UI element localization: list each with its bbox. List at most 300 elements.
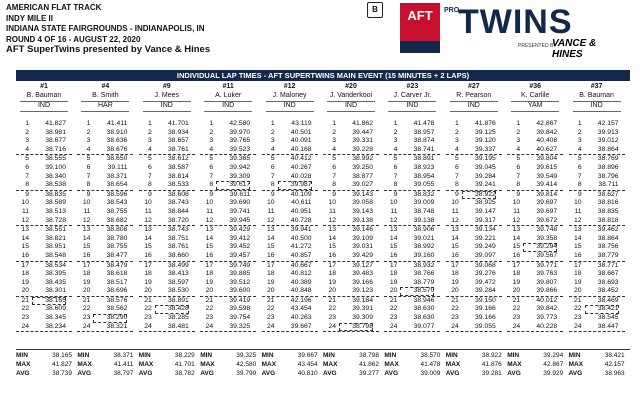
lap-number: 5 [577, 155, 582, 163]
lap-row [77, 191, 133, 200]
lap-row [507, 235, 563, 244]
lap-row [262, 217, 318, 227]
lap-row [507, 199, 563, 208]
lap-time: 39.549 [536, 172, 558, 180]
lap-time: 40.812 [290, 270, 312, 278]
lap-time: 38.844 [168, 207, 189, 215]
lap-row [569, 287, 625, 297]
lap-time: 39.667 [290, 322, 312, 330]
lap-time: 38.345 [45, 314, 66, 322]
stat-max [507, 360, 563, 369]
lap-row [507, 129, 563, 138]
lap-time: 38.371 [106, 172, 128, 180]
lap-row [16, 181, 72, 191]
lap-row [139, 137, 195, 146]
lap-time: 39.697 [536, 207, 558, 215]
lap-number: 4 [393, 145, 398, 153]
lap-number: 10 [205, 199, 214, 207]
lap-number: 21 [574, 296, 582, 304]
lap-row [384, 287, 440, 297]
stat-label: MIN [16, 352, 28, 359]
lap-time: 38.682 [106, 216, 128, 224]
lap-time: 39.447 [352, 128, 373, 136]
rider-number: #27 [467, 83, 480, 90]
lap-time: 39.600 [229, 287, 251, 295]
lap-time: 38.608 [168, 190, 189, 198]
rider-lap-column [262, 120, 318, 332]
lap-time: 39.134 [475, 226, 496, 234]
lap-time: 39.325 [229, 322, 251, 330]
rider-lap-column [569, 120, 625, 332]
lap-number: 3 [270, 137, 275, 145]
lap-row [446, 262, 502, 271]
stat-value: 38.797 [113, 370, 134, 377]
rider-header [323, 83, 379, 112]
stat-value: 41.701 [174, 361, 195, 368]
lap-row [77, 305, 133, 314]
lap-time: 38.551 [45, 226, 66, 234]
rider-number: #4 [101, 83, 110, 90]
lap-number: 16 [328, 251, 336, 259]
lap-time: 38.570 [400, 287, 434, 296]
rider-header [139, 83, 195, 112]
lap-row [323, 252, 379, 262]
lap-time: 39.414 [536, 181, 558, 189]
lap-time: 39.987 [278, 181, 312, 190]
lap-number: 12 [144, 216, 152, 224]
lap-row [569, 164, 625, 173]
lap-time: 39.391 [352, 305, 373, 313]
lap-row [77, 243, 133, 252]
lap-row [16, 191, 72, 200]
lap-number: 8 [577, 181, 582, 189]
stat-label: AVG [138, 370, 153, 377]
lap-time: 39.100 [45, 163, 66, 171]
lap-number: 23 [574, 314, 582, 322]
stat-label: MAX [16, 361, 31, 368]
lap-row [446, 243, 502, 252]
lap-time: 38.285 [168, 314, 189, 322]
lap-row [569, 173, 625, 182]
lap-number: 23 [328, 314, 336, 322]
lap-time: 38.992 [352, 155, 373, 163]
lap-row [446, 235, 502, 244]
rider-stats [507, 351, 563, 378]
lap-time: 38.925 [475, 199, 496, 207]
lap-number: 22 [574, 305, 582, 313]
lap-row [16, 199, 72, 208]
lap-time: 39.143 [352, 190, 373, 198]
lap-time: 39.773 [536, 314, 558, 322]
lap-row [139, 252, 195, 262]
lap-number: 5 [332, 155, 336, 163]
lap-time: 38.234 [45, 322, 66, 330]
lap-row [139, 323, 195, 333]
rider-name: B. Smith [92, 91, 119, 99]
rider-name: J. Carver Jr. [393, 91, 432, 99]
lap-row [569, 323, 625, 333]
lap-row [507, 191, 563, 200]
lap-time: 40.501 [290, 128, 312, 136]
lap-time: 39.913 [597, 128, 619, 136]
lap-row [139, 129, 195, 138]
lap-number: 6 [455, 163, 459, 171]
lap-number: 19 [328, 278, 336, 286]
rider-team: IND [573, 101, 621, 112]
rider-header [200, 83, 256, 112]
lap-row [323, 208, 379, 217]
lap-row [323, 297, 379, 306]
lap-row [384, 199, 440, 208]
lap-time: 38.530 [168, 287, 189, 295]
lap-time: 38.636 [106, 137, 128, 145]
lap-time: 40.500 [290, 234, 312, 242]
lap-number: 20 [574, 287, 582, 295]
lap-time: 39.077 [413, 322, 435, 330]
lap-row [323, 217, 379, 227]
lap-row [446, 226, 502, 235]
lap-row [446, 191, 502, 200]
lap-row [507, 155, 563, 164]
stat-value: 41.411 [113, 361, 134, 368]
stat-label: MIN [323, 352, 335, 359]
lap-row [446, 314, 502, 323]
lap-row [262, 252, 318, 262]
lap-row [323, 262, 379, 271]
stat-value: 38.922 [481, 352, 502, 359]
lap-row [77, 137, 133, 146]
lap-row [569, 129, 625, 138]
lap-time: 38.818 [597, 216, 619, 224]
lap-row [200, 297, 256, 306]
lap-row [77, 146, 133, 156]
lap-row [569, 120, 625, 129]
lap-row [16, 137, 72, 146]
lap-time: 38.891 [413, 155, 435, 163]
lap-time: 38.864 [597, 145, 619, 153]
lap-number: 4 [516, 145, 521, 153]
lap-time: 40.267 [290, 163, 312, 171]
lap-row [16, 173, 72, 182]
lap-row [323, 137, 379, 146]
lap-time: 38.538 [45, 181, 66, 189]
lap-row [323, 199, 379, 208]
lap-row [16, 146, 72, 156]
lap-time: 38.654 [106, 181, 128, 189]
lap-row [77, 120, 133, 129]
rider-lap-column [446, 120, 502, 332]
lap-row [323, 129, 379, 138]
lap-row [507, 208, 563, 217]
lap-time: 38.499 [168, 261, 189, 269]
lap-time: 39.309 [352, 314, 373, 322]
lap-row [323, 243, 379, 252]
stat-min [200, 351, 256, 360]
lap-time: 41.701 [168, 120, 189, 127]
lap-row [507, 137, 563, 146]
lap-time: 39.166 [352, 278, 373, 286]
lap-time: 39.771 [536, 261, 558, 269]
lap-time: 39.452 [229, 243, 251, 251]
lap-row [16, 262, 72, 271]
rider-lap-column [77, 120, 133, 332]
aft-logo-base [400, 41, 440, 53]
lap-time: 38.513 [45, 207, 66, 215]
lap-time: 39.317 [475, 216, 496, 224]
lap-number: 22 [144, 305, 152, 313]
rider-stats [323, 351, 379, 378]
lap-number: 2 [455, 128, 459, 136]
lap-time: 38.761 [168, 243, 189, 251]
lap-time: 38.452 [597, 287, 619, 295]
lap-number: 2 [148, 128, 152, 136]
lap-time: 39.804 [536, 155, 558, 163]
lap-time: 39.754 [229, 314, 251, 322]
lap-row [77, 323, 133, 333]
lap-number: 3 [209, 137, 214, 145]
lap-row [384, 305, 440, 314]
lap-time: 39.241 [475, 181, 496, 189]
lap-number: 16 [451, 251, 459, 259]
lap-row [16, 217, 72, 227]
lap-time: 38.923 [413, 163, 435, 171]
lap-time: 40.667 [290, 261, 312, 269]
stat-value: 38.782 [174, 370, 195, 377]
lap-row [16, 208, 72, 217]
lap-number: 15 [144, 243, 152, 251]
lap-row [384, 120, 440, 129]
rider-header [507, 83, 563, 112]
rider-number: #11 [222, 83, 234, 90]
rider-name: J. Vanderkooi [329, 91, 373, 99]
lap-row [77, 155, 133, 164]
lap-number: 19 [451, 278, 459, 286]
lap-time: 38.618 [106, 270, 128, 278]
lap-number: 7 [270, 172, 275, 180]
lap-number: 3 [577, 137, 582, 145]
lap-time: 39.294 [523, 243, 557, 252]
rider-stats [139, 351, 195, 378]
lap-number: 9 [393, 190, 398, 198]
lap-time: 38.421 [585, 305, 619, 314]
lap-time: 39.146 [352, 226, 373, 234]
lap-number: 8 [148, 181, 152, 189]
lap-time: 39.483 [352, 270, 373, 278]
lap-time: 39.672 [536, 216, 558, 224]
lap-row [200, 191, 256, 200]
lap-time: 40.611 [291, 199, 312, 207]
rider-team: YAM [511, 101, 559, 112]
stat-min [77, 351, 133, 360]
lap-number: 17 [389, 261, 398, 269]
lap-time: 39.842 [536, 128, 558, 136]
lap-number: 2 [270, 128, 275, 136]
rider-number: #36 [529, 83, 542, 90]
lap-number: 8 [516, 181, 521, 189]
lap-time: 39.749 [229, 261, 251, 269]
lap-time: 39.068 [475, 261, 496, 269]
stat-label: MAX [445, 361, 461, 368]
lap-time: 38.562 [106, 305, 128, 313]
lap-number: 2 [209, 128, 214, 136]
lap-number: 4 [209, 145, 214, 153]
lap-number: 23 [21, 314, 29, 322]
lap-time: 38.798 [339, 323, 373, 332]
lap-time: 38.877 [352, 172, 373, 180]
lap-row [262, 226, 318, 235]
stat-value: 39.009 [420, 370, 441, 377]
lap-number: 21 [205, 296, 214, 304]
lap-time: 39.138 [352, 216, 373, 224]
lap-time: 38.596 [106, 190, 128, 198]
stat-value: 43.454 [297, 361, 318, 368]
lap-number: 18 [144, 270, 152, 278]
lap-number: 1 [332, 120, 336, 127]
lap-number: 12 [389, 216, 398, 224]
lap-time: 41.478 [413, 120, 435, 127]
lap-number: 16 [21, 251, 29, 259]
lap-number: 12 [82, 216, 91, 224]
lap-number: 14 [574, 234, 582, 242]
lap-number: 16 [144, 251, 152, 259]
lap-number: 24 [144, 322, 152, 330]
lap-row [139, 164, 195, 173]
lap-row [200, 208, 256, 217]
rider-lap-column [323, 120, 379, 332]
lap-row [200, 181, 256, 191]
lap-number: 13 [328, 226, 336, 234]
lap-row [446, 287, 502, 297]
lap-number: 6 [516, 163, 521, 171]
lap-row [446, 279, 502, 288]
lap-number: 7 [86, 172, 91, 180]
lap-time: 40.263 [290, 314, 312, 322]
lap-row [16, 323, 72, 333]
stat-label: AVG [77, 370, 91, 377]
stat-avg [323, 369, 379, 378]
rider-name: J. Maloney [272, 91, 307, 99]
lap-number: 6 [148, 163, 152, 171]
rider-team: IND [388, 101, 436, 112]
lap-row [507, 217, 563, 227]
lap-number: 10 [82, 199, 91, 207]
lap-number: 7 [148, 172, 152, 180]
lap-row [323, 314, 379, 323]
class-name: AFT SuperTwins presented by Vance & Hines [6, 44, 211, 55]
series-name: AMERICAN FLAT TRACK [6, 3, 102, 12]
stat-label: AVG [323, 370, 337, 377]
lap-time: 38.469 [597, 296, 619, 304]
lap-time: 38.751 [168, 234, 189, 242]
lap-number: 11 [83, 207, 91, 215]
lap-row [384, 279, 440, 288]
lap-time: 39.814 [536, 190, 558, 198]
rider-team: IND [266, 101, 314, 112]
lap-row [446, 181, 502, 191]
lap-number: 5 [86, 155, 91, 163]
lap-time: 38.555 [45, 155, 66, 163]
lap-number: 8 [270, 181, 275, 189]
lap-number: 15 [205, 243, 214, 251]
logo-presented-by: PRESENTED BY [518, 43, 557, 49]
lap-row [16, 305, 72, 314]
lap-time: 38.587 [168, 163, 189, 171]
lap-row [262, 243, 318, 252]
lap-row [139, 199, 195, 208]
lap-number: 13 [144, 226, 152, 234]
lap-time: 39.143 [352, 207, 373, 215]
lap-number: 10 [574, 199, 582, 207]
stat-min [323, 351, 379, 360]
lap-row [77, 164, 133, 173]
lap-row [323, 235, 379, 244]
lap-time: 38.543 [106, 199, 128, 207]
lap-row [446, 155, 502, 164]
lap-row [139, 155, 195, 164]
lap-row [384, 191, 440, 200]
lap-time: 39.284 [475, 172, 496, 180]
lap-number: 11 [267, 207, 275, 215]
lap-time: 38.864 [597, 234, 619, 242]
stat-value: 38.798 [359, 352, 379, 359]
lap-number: 22 [205, 305, 214, 313]
lap-number: 6 [270, 163, 275, 171]
lap-number: 16 [574, 251, 582, 259]
rider-header [16, 83, 72, 112]
lap-number: 17 [205, 261, 214, 269]
lap-row [569, 252, 625, 262]
lap-time: 39.365 [229, 155, 251, 163]
stat-value: 39.294 [543, 352, 564, 359]
lap-time: 40.412 [290, 155, 312, 163]
lap-row [77, 314, 133, 323]
lap-row [384, 173, 440, 182]
lap-number: 22 [82, 305, 91, 313]
lap-time: 38.766 [413, 270, 435, 278]
lap-row [200, 164, 256, 173]
lap-row [384, 262, 440, 271]
round-date: ROUND 4 OF 16 - AUGUST 22, 2020 [6, 34, 141, 44]
lap-row [569, 297, 625, 306]
lap-number: 9 [455, 190, 459, 198]
lap-number: 6 [25, 163, 29, 171]
lap-number: 12 [451, 216, 459, 224]
lap-number: 13 [267, 226, 275, 234]
lap-time: 38.609 [45, 305, 66, 313]
lap-row [323, 191, 379, 200]
lap-row [77, 181, 133, 191]
stat-label: MAX [200, 361, 215, 368]
lap-number: 19 [574, 278, 582, 286]
lap-number: 18 [267, 270, 275, 278]
lap-row [446, 120, 502, 129]
lap-row [446, 137, 502, 146]
lap-number: 11 [144, 207, 152, 215]
lap-number: 11 [21, 207, 29, 215]
lap-time: 38.548 [45, 251, 66, 259]
lap-number: 16 [512, 251, 521, 259]
lap-row [384, 323, 440, 333]
lap-number: 18 [389, 270, 398, 278]
lap-time: 38.711 [598, 181, 619, 189]
stat-max [200, 360, 256, 369]
lap-number: 24 [512, 322, 521, 330]
rider-lap-column [507, 120, 563, 332]
lap-row [262, 235, 318, 244]
lap-number: 19 [267, 278, 275, 286]
lap-number: 12 [574, 216, 582, 224]
lap-number: 21 [144, 296, 152, 304]
